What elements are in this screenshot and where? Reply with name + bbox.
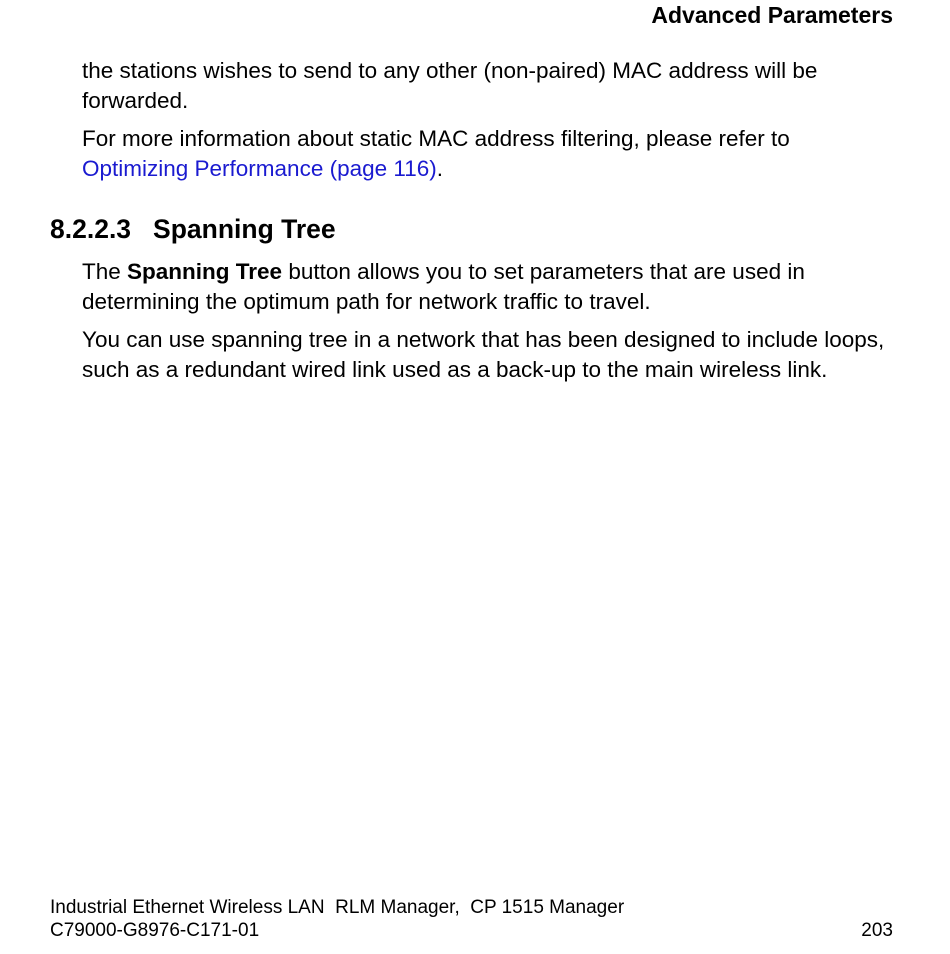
spanning-tree-text-end: button allows you to set parameters that are used in determining the optimum path for network traffic to travel. xyxy=(82,259,805,314)
page-number: 203 xyxy=(861,920,893,941)
paragraph-spanning-tree-loops: You can use spanning tree in a network that has been designed to include loops, such as a redundant wired link used as a back-up to the main wireless link. xyxy=(82,327,885,382)
paragraph-forwarding: the stations wishes to send to any other (non-paired) MAC address will be forwarded. xyxy=(82,58,818,113)
more-info-text: For more information about static MAC address filtering, please refer to xyxy=(82,126,790,151)
more-info-period: . xyxy=(436,155,444,181)
footer-document-code: C79000-G8976-C171-01 xyxy=(50,920,260,941)
optimizing-performance-link[interactable]: Optimizing Performance (page 116) xyxy=(82,155,437,181)
section-heading xyxy=(50,214,336,245)
running-header: Advanced Parameters xyxy=(651,2,893,28)
paragraph-more-info xyxy=(82,124,892,183)
footer-product-name: Industrial Ethernet Wireless LAN RLM Manager, CP 1515 Manager xyxy=(50,897,625,918)
section-number: 8.2.2.3 xyxy=(50,214,132,244)
spanning-tree-bold-term: Spanning Tree xyxy=(127,259,283,284)
section-title: Spanning Tree xyxy=(153,214,336,244)
spanning-tree-text-start: The xyxy=(82,259,128,284)
paragraph-spanning-tree-button xyxy=(82,257,892,316)
